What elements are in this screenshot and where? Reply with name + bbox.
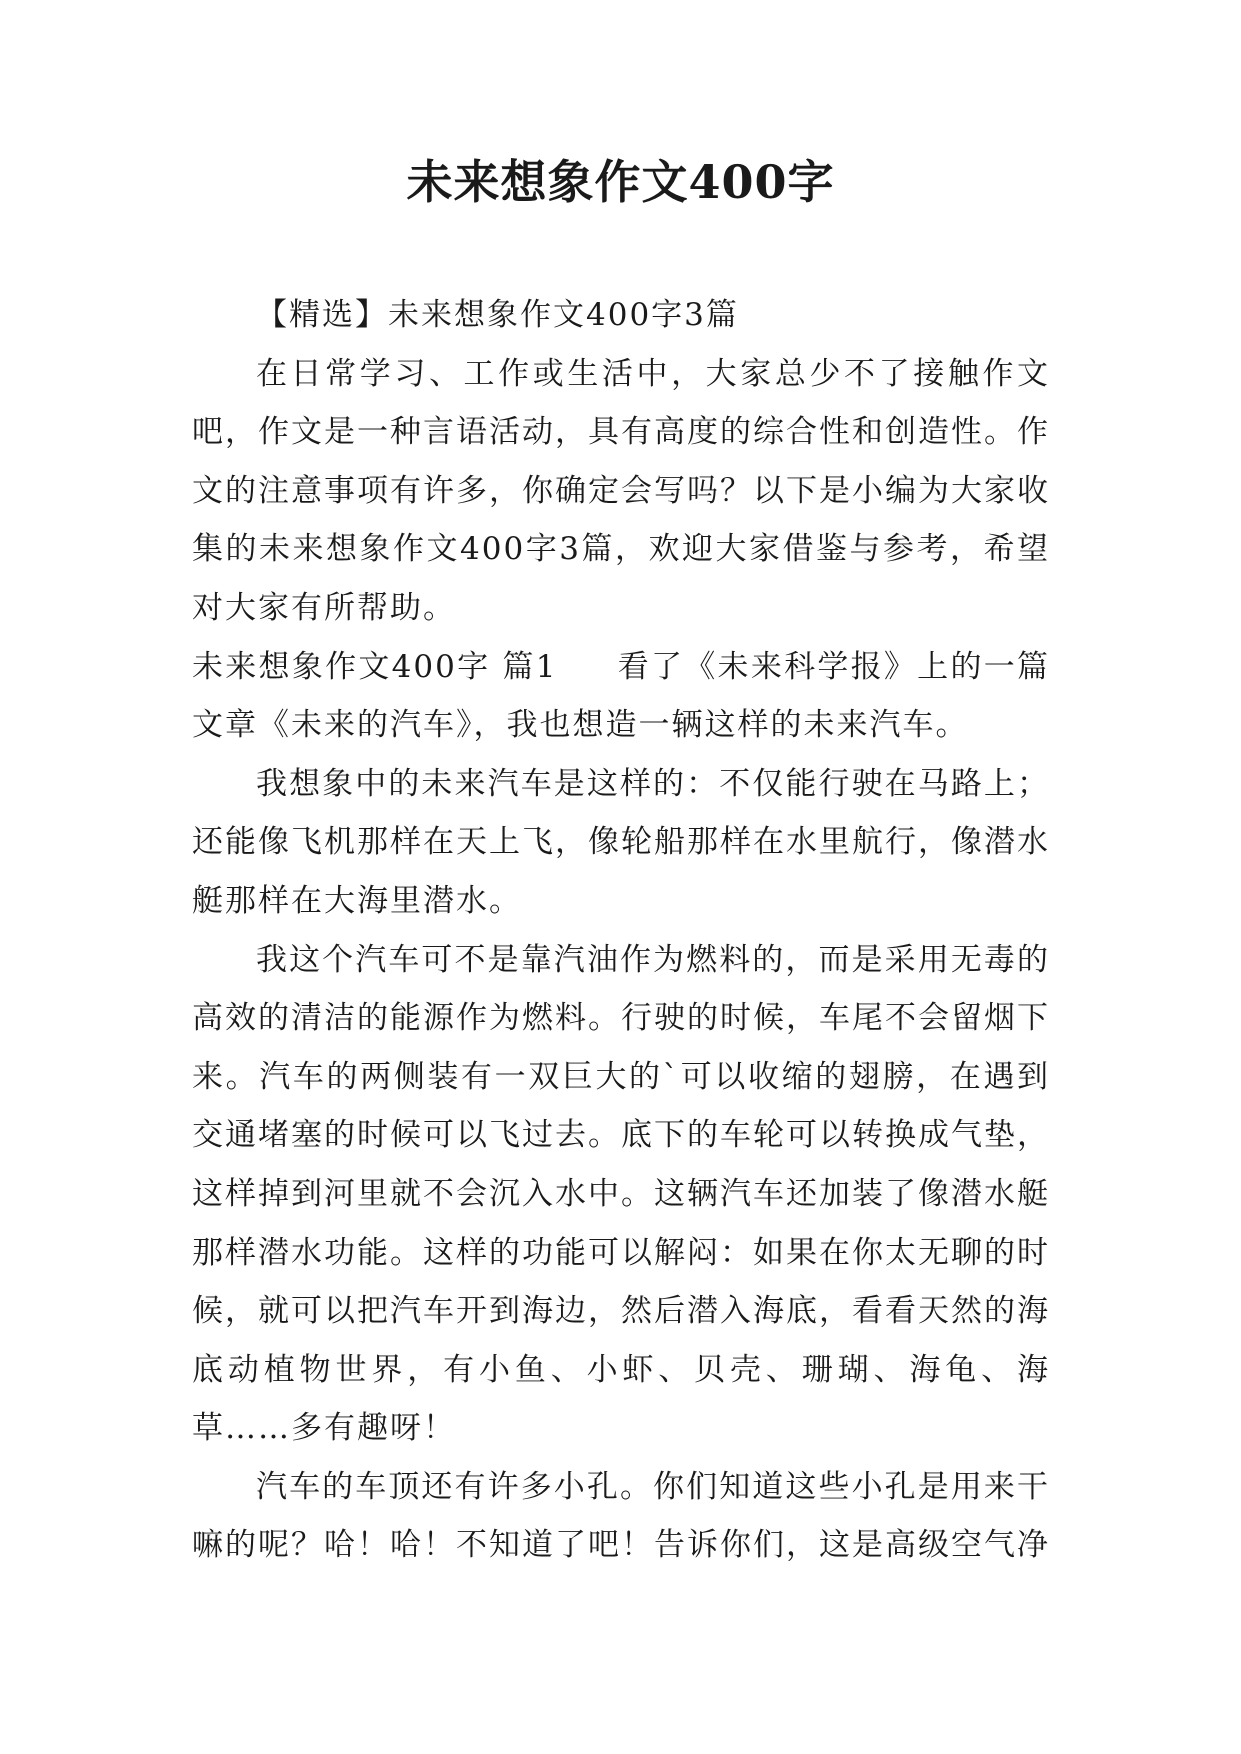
document-subtitle: 【精选】未来想象作文400字3篇 — [256, 297, 739, 333]
body-paragraph-3: 汽车的车顶还有许多小孔。你们知道这些小孔是用来干嘛的呢？哈！哈！不知道了吧！告诉你们，这是高级空气净 — [192, 1468, 1050, 1564]
document-title: 未来想象作文400字 — [406, 155, 835, 209]
section-1-block — [192, 638, 1050, 755]
body-paragraph-1: 我想象中的未来汽车是这样的：不仅能行驶在马路上；还能像飞机那样在天上飞，像轮船那样在水里航行，像潜水艇那样在大海里潜水。 — [192, 765, 1050, 919]
intro-paragraph: 在日常学习、工作或生活中，大家总少不了接触作文吧，作文是一种言语活动，具有高度的综合性和创造性。作文的注意事项有许多，你确定会写吗？以下是小编为大家收集的未来想象作文400字3篇，欢迎大家借鉴与参考，希望对大家有所帮助。 — [192, 355, 1050, 626]
document-body — [192, 286, 1050, 1575]
section-1-heading: 未来想象作文400字 篇1 — [192, 648, 558, 685]
section-1-lead: 看了《未来科学报》上的一篇文章《未来的汽车》，我也想造一辆这样的未来汽车。 — [192, 648, 1051, 744]
body-paragraph-2: 我这个汽车可不是靠汽油作为燃料的，而是采用无毒的高效的清洁的能源作为燃料。行驶的时候，车尾不会留烟下来。汽车的两侧装有一双巨大的`可以收缩的翅膀，在遇到交通堵塞的时候可以飞过去。底下的车轮可以转换成气垫，这样掉到河里就不会沉入水中。这辆汽车还加装了像潜水艇那样潜水功能。这样的功能可以解闷：如果在你太无聊的时候，就可以把汽车开到海边，然后潜入海底，看看天然的海底动植物世界，有小鱼、小虾、贝壳、珊瑚、海龟、海草……多有趣呀！ — [192, 941, 1050, 1447]
